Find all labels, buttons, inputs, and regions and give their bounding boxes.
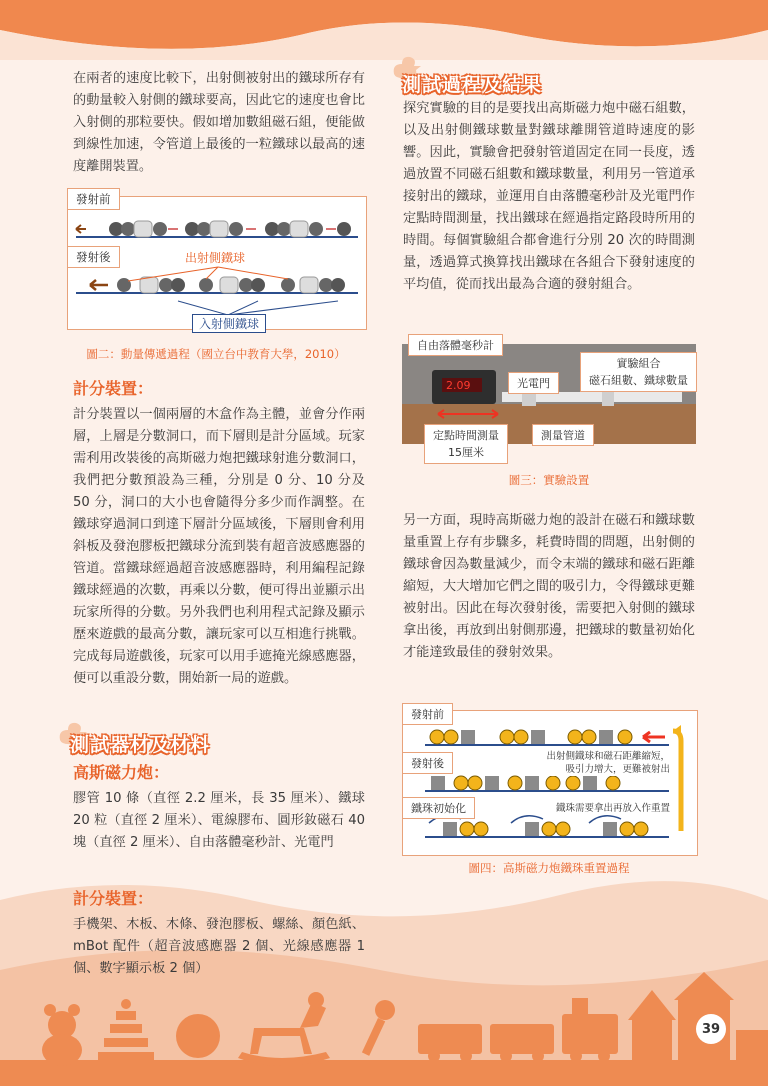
process-title: 測試過程及結果 [402,74,543,96]
scoring2-heading: 計分裝置： [73,889,154,908]
fig2-label-out: 出射側鐵球 [185,251,246,265]
fig2-label-before: 發射前 [67,188,120,210]
top-decoration [0,0,768,60]
svg-text:2.09: 2.09 [446,379,471,392]
fig3-label-timer: 自由落體毫秒計 [408,334,503,356]
reset-process-diagram [403,711,697,855]
fig4-note-after: 出射側鐵球和磁石距離縮短， 吸引力增大，更難被射出 [520,750,670,776]
fig4-label-after: 發射後 [402,752,453,774]
process-banner [394,70,542,97]
fig3-caption: 圖三：實驗設置 [508,473,590,487]
fig2-caption: 圖二：動量傳遞過程（國立台中教育大學，2010） [86,347,346,361]
fig2-label-in: 入射側鐵球 [192,314,266,333]
fig3-label-combo: 實驗組合 磁石組數、鐵球數量 [580,352,697,392]
fig3-label-gate: 光電門 [508,372,559,394]
before-balls [76,221,351,237]
fig3-label-pipe: 測量管道 [532,424,594,446]
fig4-label-before: 發射前 [402,703,453,725]
scoring2-section [73,888,365,980]
gauss-text: 膠管 10 條（直徑 2.2 厘米，長 35 厘米）、鐵球 20 粒（直徑 2 厘米）、電線膠布、圓形釹磁石 40 塊（直徑 2 厘米）、自由落體毫秒計、光電門 [73,791,365,850]
fig4-label-reset: 鐵珠初始化 [402,797,475,819]
gauss-section [73,762,365,854]
fig3-label-fixed: 定點時間測量 15厘米 [424,424,508,464]
figure-4-box [402,710,698,856]
gauss-heading: 高斯磁力炮： [73,763,170,782]
page-number: 39 [696,1014,726,1044]
intro-paragraph: 在兩者的速度比較下，出射側被射出的鐵球所存有的動量較入射側的鐵球要高，因此它的速度也會比入射側的那粒要快。假如增加數組磁石組，便能做到線性加速，令管道上最後的一粒鐵球以最高的速度離開裝置。 [73,71,365,174]
materials-title: 測試器材及材料 [70,734,211,756]
after-balls [90,277,345,293]
fig4-caption: 圖四：高斯磁力炮鐵珠重置過程 [468,861,630,875]
scoring-section [73,378,365,690]
scoring-text: 計分裝置以一個兩層的木盒作為主體，並會分作兩層，上層是分數洞口，而下層則是計分區域。玩家需利用改裝後的高斯磁力炮把鐵球射進分數洞口，我們把分數預設為三種，分別是 0 分、10 分及 50 分，洞口的大小也會隨得分多少而作調整。在鐵球穿過洞口到達下層計分區域後，下層則會利用斜板及發泡膠板把鐵球分流到裝有超音波感應器的管道。當鐵球經過超音波感應器時，利用編程記錄鐵球經過的次數，再乘以分數，便可得出並顯示出玩家所得的分數。另外我們也利用程式記錄及顯示歷來遊戲的最高分數，讓玩家可以互相進行挑戰。完成每局遊戲後，玩家可以用手遮掩光線感應器，便可以重設分數，開始新一局的遊戲。 [73,407,365,686]
scoring-heading: 計分裝置： [73,379,154,398]
materials-banner [60,730,210,757]
process-text: 探究實驗的目的是要找出高斯磁力炮中磁石組數，以及出射側鐵球數量對鐵球離開管道時速度的影響。因此，實驗會把發射管道固定在同一長度，透過放置不同磁石組數和鐵球數量，利用另一管道承接射出的鐵球，並運用自由落體毫秒計及光電門作定點時間測量，找出鐵球在經過指定路段時所用的時間。每個實驗組合都會進行分別 20 次的時間測量，透過算式換算找出鐵球在各組合下發射速度的平均值，從而找出最為合適的發射組合。 [403,101,695,292]
scoring2-text: 手機架、木板、木條、發泡膠板、螺絲、顏色紙、mBot 配件（超音波感應器 2 個、光線感應器 1 個、數字顯示板 2 個） [73,917,365,976]
fig4-note-reset: 鐵珠需要拿出再放入作重置 [520,800,670,814]
fig2-label-after: 發射後 [67,246,120,268]
reset-paragraph: 另一方面，現時高斯磁力炮的設計在磁石和鐵球數量重置上存有步驟多，耗費時間的問題，出射側的鐵球會因為數量減少，而令末端的鐵球和磁石距離縮短，大大增加它們之間的吸引力，令得鐵球更難被射出。因此在每次發射後，需要把入射側的鐵球拿出後，再放到出射側那邊，把鐵球的數量初始化才能達致最佳的發射效果。 [403,513,695,660]
